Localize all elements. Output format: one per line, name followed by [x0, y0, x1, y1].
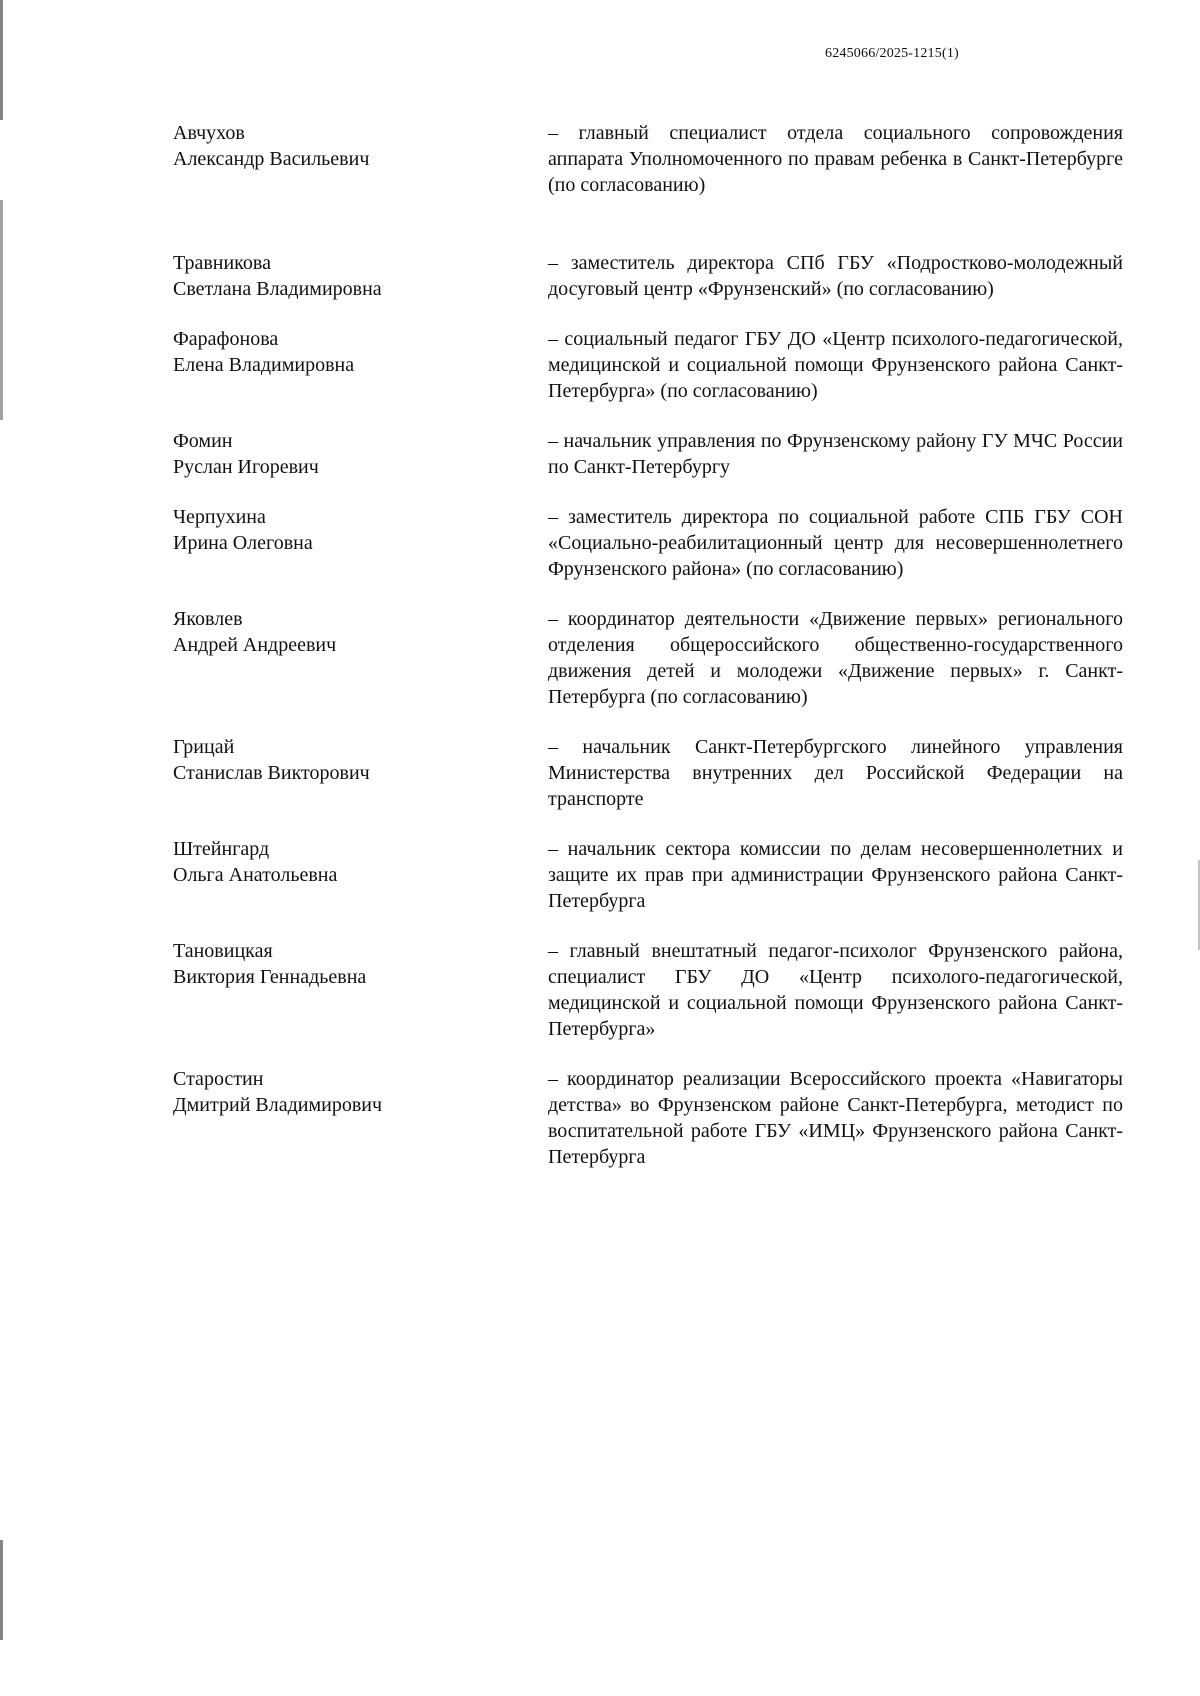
member-given-name: Ольга Анатольевна — [173, 864, 338, 886]
member-entry — [173, 606, 1123, 710]
member-name — [173, 250, 548, 302]
member-entry — [173, 1066, 1123, 1170]
member-name — [173, 504, 548, 582]
member-role: – координатор реализации Всероссийского проекта «Навигаторы детства» во Фрунзенском районе Санкт-Петербурга, методист по воспитательной работе ГБУ «ИМЦ» Фрунзенского района Санкт-Петербурга — [548, 1068, 1123, 1168]
member-name — [173, 428, 548, 480]
member-given-name: Светлана Владимировна — [173, 278, 382, 300]
member-surname: Тановицкая — [173, 940, 273, 962]
member-surname: Старостин — [173, 1068, 264, 1090]
member-surname: Авчухов — [173, 122, 245, 144]
member-entry — [173, 250, 1123, 302]
member-role: – социальный педагог ГБУ ДО «Центр психолого-педагогической, медицинской и социальной помощи Фрунзенского района Санкт-Петербурга» (по согласованию) — [548, 328, 1123, 402]
member-surname: Яковлев — [173, 608, 243, 630]
member-role: – начальник сектора комиссии по делам несовершеннолетних и защите их прав при администрации Фрунзенского района Санкт-Петербурга — [548, 838, 1123, 912]
member-surname: Грицай — [173, 736, 235, 758]
member-given-name: Руслан Игоревич — [173, 456, 319, 478]
member-surname: Фарафонова — [173, 328, 279, 350]
member-surname: Фомин — [173, 430, 233, 452]
member-given-name: Дмитрий Владимирович — [173, 1094, 383, 1116]
member-entry — [173, 836, 1123, 914]
member-name — [173, 938, 548, 1042]
member-given-name: Елена Владимировна — [173, 354, 355, 376]
member-entry — [173, 734, 1123, 812]
member-name — [173, 1066, 548, 1170]
member-given-name: Станислав Викторович — [173, 762, 370, 784]
member-name — [173, 836, 548, 914]
member-name — [173, 734, 548, 812]
member-role: – главный специалист отдела социального сопровождения аппарата Уполномоченного по правам ребенка в Санкт-Петербурге (по согласованию) — [548, 122, 1123, 196]
member-surname: Черпухина — [173, 506, 266, 528]
member-name — [173, 120, 548, 198]
member-given-name: Андрей Андреевич — [173, 634, 337, 656]
member-role: – заместитель директора по социальной работе СПБ ГБУ СОН «Социально-реабилитационный центр для несовершеннолетнего Фрунзенского района» (по согласованию) — [548, 506, 1123, 580]
member-role: – начальник Санкт-Петербургского линейного управления Министерства внутренних дел Российской Федерации на транспорте — [548, 736, 1123, 810]
member-role: – координатор деятельности «Движение первых» регионального отделения общероссийского общественно-государственного движения детей и молодежи «Движение первых» г. Санкт-Петербурга (по согласованию) — [548, 608, 1123, 708]
member-role: – начальник управления по Фрунзенскому району ГУ МЧС России по Санкт-Петербургу — [548, 430, 1123, 478]
document-number: 6245066/2025-1215(1) — [825, 46, 959, 61]
member-entry — [173, 428, 1123, 480]
member-role: – главный внештатный педагог-психолог Фрунзенского района, специалист ГБУ ДО «Центр психолого-педагогической, медицинской и социальной помощи Фрунзенского района Санкт-Петербурга» — [548, 940, 1123, 1040]
member-entry — [173, 326, 1123, 404]
member-role: – заместитель директора СПб ГБУ «Подростково-молодежный досуговый центр «Фрунзенский» (по согласованию) — [548, 252, 1123, 300]
scan-edge-artifact — [0, 0, 3, 1696]
member-surname: Травникова — [173, 252, 271, 274]
member-given-name: Виктория Геннадьевна — [173, 966, 367, 988]
member-given-name: Александр Васильевич — [173, 148, 370, 170]
member-entry — [173, 504, 1123, 582]
member-entry — [173, 120, 1123, 198]
member-name — [173, 606, 548, 710]
member-name — [173, 326, 548, 404]
members-list — [173, 120, 1123, 1170]
member-given-name: Ирина Олеговна — [173, 532, 313, 554]
member-entry — [173, 938, 1123, 1042]
member-surname: Штейнгард — [173, 838, 270, 860]
